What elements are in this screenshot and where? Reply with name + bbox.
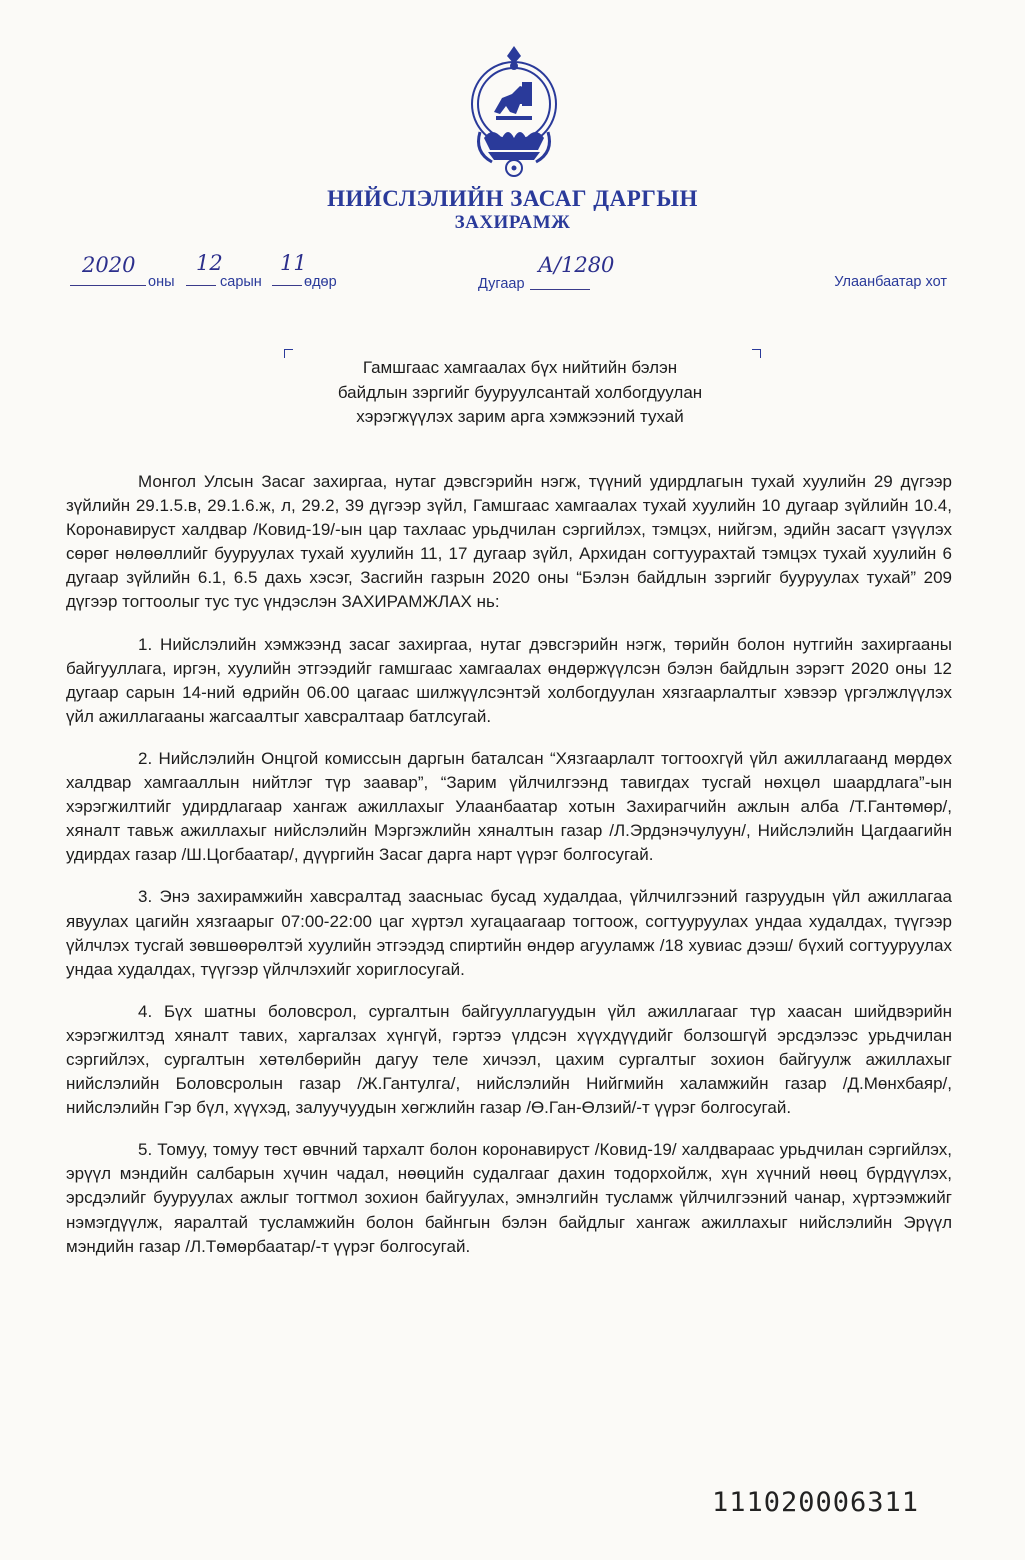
month-handwritten: 12 (196, 251, 223, 275)
document-body (66, 470, 952, 1277)
year-handwritten: 2020 (82, 253, 136, 277)
state-emblem-icon (466, 42, 562, 178)
clause-paragraph: 3. Энэ захирамжийн хавсралтад заасныас бусад худалдаа, үйлчилгээний газруудын үйл ажиллагаа явуулах цагийн хязгаарыг 07:00-22:00 цаг хүртэл хугацаагаар тогтоож, согтууруулах ундаа худалдах, түүгээр үйлчлэх тусгай зөвшөөрөлтэй хуулийн этгээдэд спиртийн өндөр агууламж /18 хувиас дээш/ бүхий согтууруулах ундаа худалдах, түүгээр үйлчлэхийг хориглосугай. (66, 887, 952, 979)
clause-paragraph: 5. Томуу, томуу төст өвчний тархалт болон коронавируст /Ковид-19/ халдвараас урьдчилан сэргийлэх, эрүүл мэндийн салбарын хүчин чадал, нөөцийн судалгааг дахин тодорхойлж, хүн хүчний нөөц бүрдүүлэх, эрсдэлийг бууруулах ажлыг тогтмол зохион байгуулах, эмнэлгийн тусламж үйлчилгээний чанар, хүртээмжийг нэмэгдүүлж, яаралтай тусламжийн болон байнгын бэлэн байдлыг хангаж ажиллахыг нийслэлийн Эрүүл мэндийн газар /Л.Төмөрбаатар/-т үүрэг болгосугай. (66, 1140, 952, 1256)
number-underline (530, 289, 590, 290)
subject-line: хэрэгжүүлэх зарим арга хэмжээний тухай (356, 407, 684, 426)
day-label: өдөр (304, 274, 337, 290)
clause-paragraph: 2. Нийслэлийн Онцгой комиссын даргын баталсан “Хязгаарлалт тогтоохгүй үйл ажиллагаанд мөрдөх халдвар хамгааллын нийтлэг түр заавар”, “Зарим үйлчилгээнд тавигдах тусгай нөхцөл шаардлага”-ын хэрэгжилтийг удирдлагаар хангаж ажиллахыг Улаанбаатар хотын Захирагчийн ажлын алба /Т.Гантөмөр/, хяналт тавьж ажиллахыг нийслэлийн Мэргэжлийн хяналтын газар /Л.Эрдэнэчулуун/, Нийслэлийн Цагдаагийн удирдах газар /Ш.Цогбаатар/, дүүргийн Засаг дарга нарт үүрэг болгосугай. (66, 748, 952, 865)
number-label: Дугаар (478, 276, 525, 292)
number-handwritten: А/1280 (538, 253, 615, 277)
document-type: ЗАХИРАМЖ (454, 212, 571, 233)
document-serial-number: 1110200063​11 (712, 1487, 920, 1518)
year-underline (70, 285, 146, 286)
organization-title: НИЙСЛЭЛИЙН ЗАСАГ ДАРГЫН (327, 186, 698, 211)
city-label: Улаанбаатар хот (834, 274, 947, 290)
month-label: сарын (220, 274, 262, 290)
subject-line: байдлын зэргийг бууруулсантай холбогдуулан (337, 382, 703, 402)
month-underline (186, 285, 216, 286)
year-label: оны (148, 274, 175, 290)
clause-paragraph: 4. Бүх шатны боловсрол, сургалтын байгууллагуудын үйл ажиллагааг түр хаасан шийдвэрийн хэрэгжилтэд хяналт тавих, харгалзах хүнгүй, гэртээ үлдсэн хүүхдүүдийг болзошгүй эрсдэлээс урьдчилан сэргийлэх, сургалтын хөтөлбөрийн дагуу теле хичээл, цахим сургалтыг зохион байгуулж ажиллахыг нийслэлийн Боловсролын газар /Ж.Гантулга/, нийслэлийн Нийгмийн халамжийн газар /Д.Мөнхбаяр/, нийслэлийн Гэр бүл, хүүхэд, залуучуудын хөгжлийн газар /Ө.Ган-Өлзий/-т үүрэг болгосугай. (66, 1001, 952, 1118)
day-handwritten: 11 (280, 251, 307, 275)
subject-line: Гамшгаас хамгаалах бүх нийтийн бэлэн (362, 358, 678, 377)
clause-paragraph: 1. Нийслэлийн хэмжээнд засаг захиргаа, нутаг дэвсгэрийн нэгж, төрийн болон нутгийн захиргааны байгууллага, иргэн, хуулийн этгээдийг гамшгаас хамгаалах өндөржүүлсэн бэлэн байдлын зэрэгт 2020 оны 12 дугаар сарын 14-ний өдрийн 06.00 цагаас шилжүүлсэнтэй холбогдуулан хязгаарлалтыг хэвээр үргэлжлүүлэх үйл ажиллагааны жагсаалтыг хавсралтаар батлсугай. (66, 634, 952, 726)
subject-title (270, 356, 770, 430)
day-underline (272, 285, 302, 286)
preamble-paragraph: Монгол Улсын Засаг захиргаа, нутаг дэвсгэрийн нэгж, түүний удирдлагын тухай хуулийн 29 дүгээр зүйлийн 29.1.5.в, 29.1.6.ж, л, 29.2, 39 дүгээр зүйл, Гамшгаас хамгаалах тухай хуулийн 10 дугаар зүйлийн 10.4, Коронавируст халдвар /Ковид-19/-ын цар тахлаас урьдчилан сэргийлэх, тэмцэх, нийгэм, эдийн засагт үзүүлэх сөрөг нөлөөллийг бууруулах тухай хуулийн 11, 17 дугаар зүйл, Архидан согтуурахтай тэмцэх тухай хуулийн 6 дугаар зүйлийн 6.1, 6.5 дахь хэсэг, Засгийн газрын 2020 оны “Бэлэн байдлын зэргийг бууруулах тухай” 209 дүгээр тогтоолыг тус тус үндэслэн ЗАХИРАМЖЛАХ нь: (66, 472, 952, 612)
